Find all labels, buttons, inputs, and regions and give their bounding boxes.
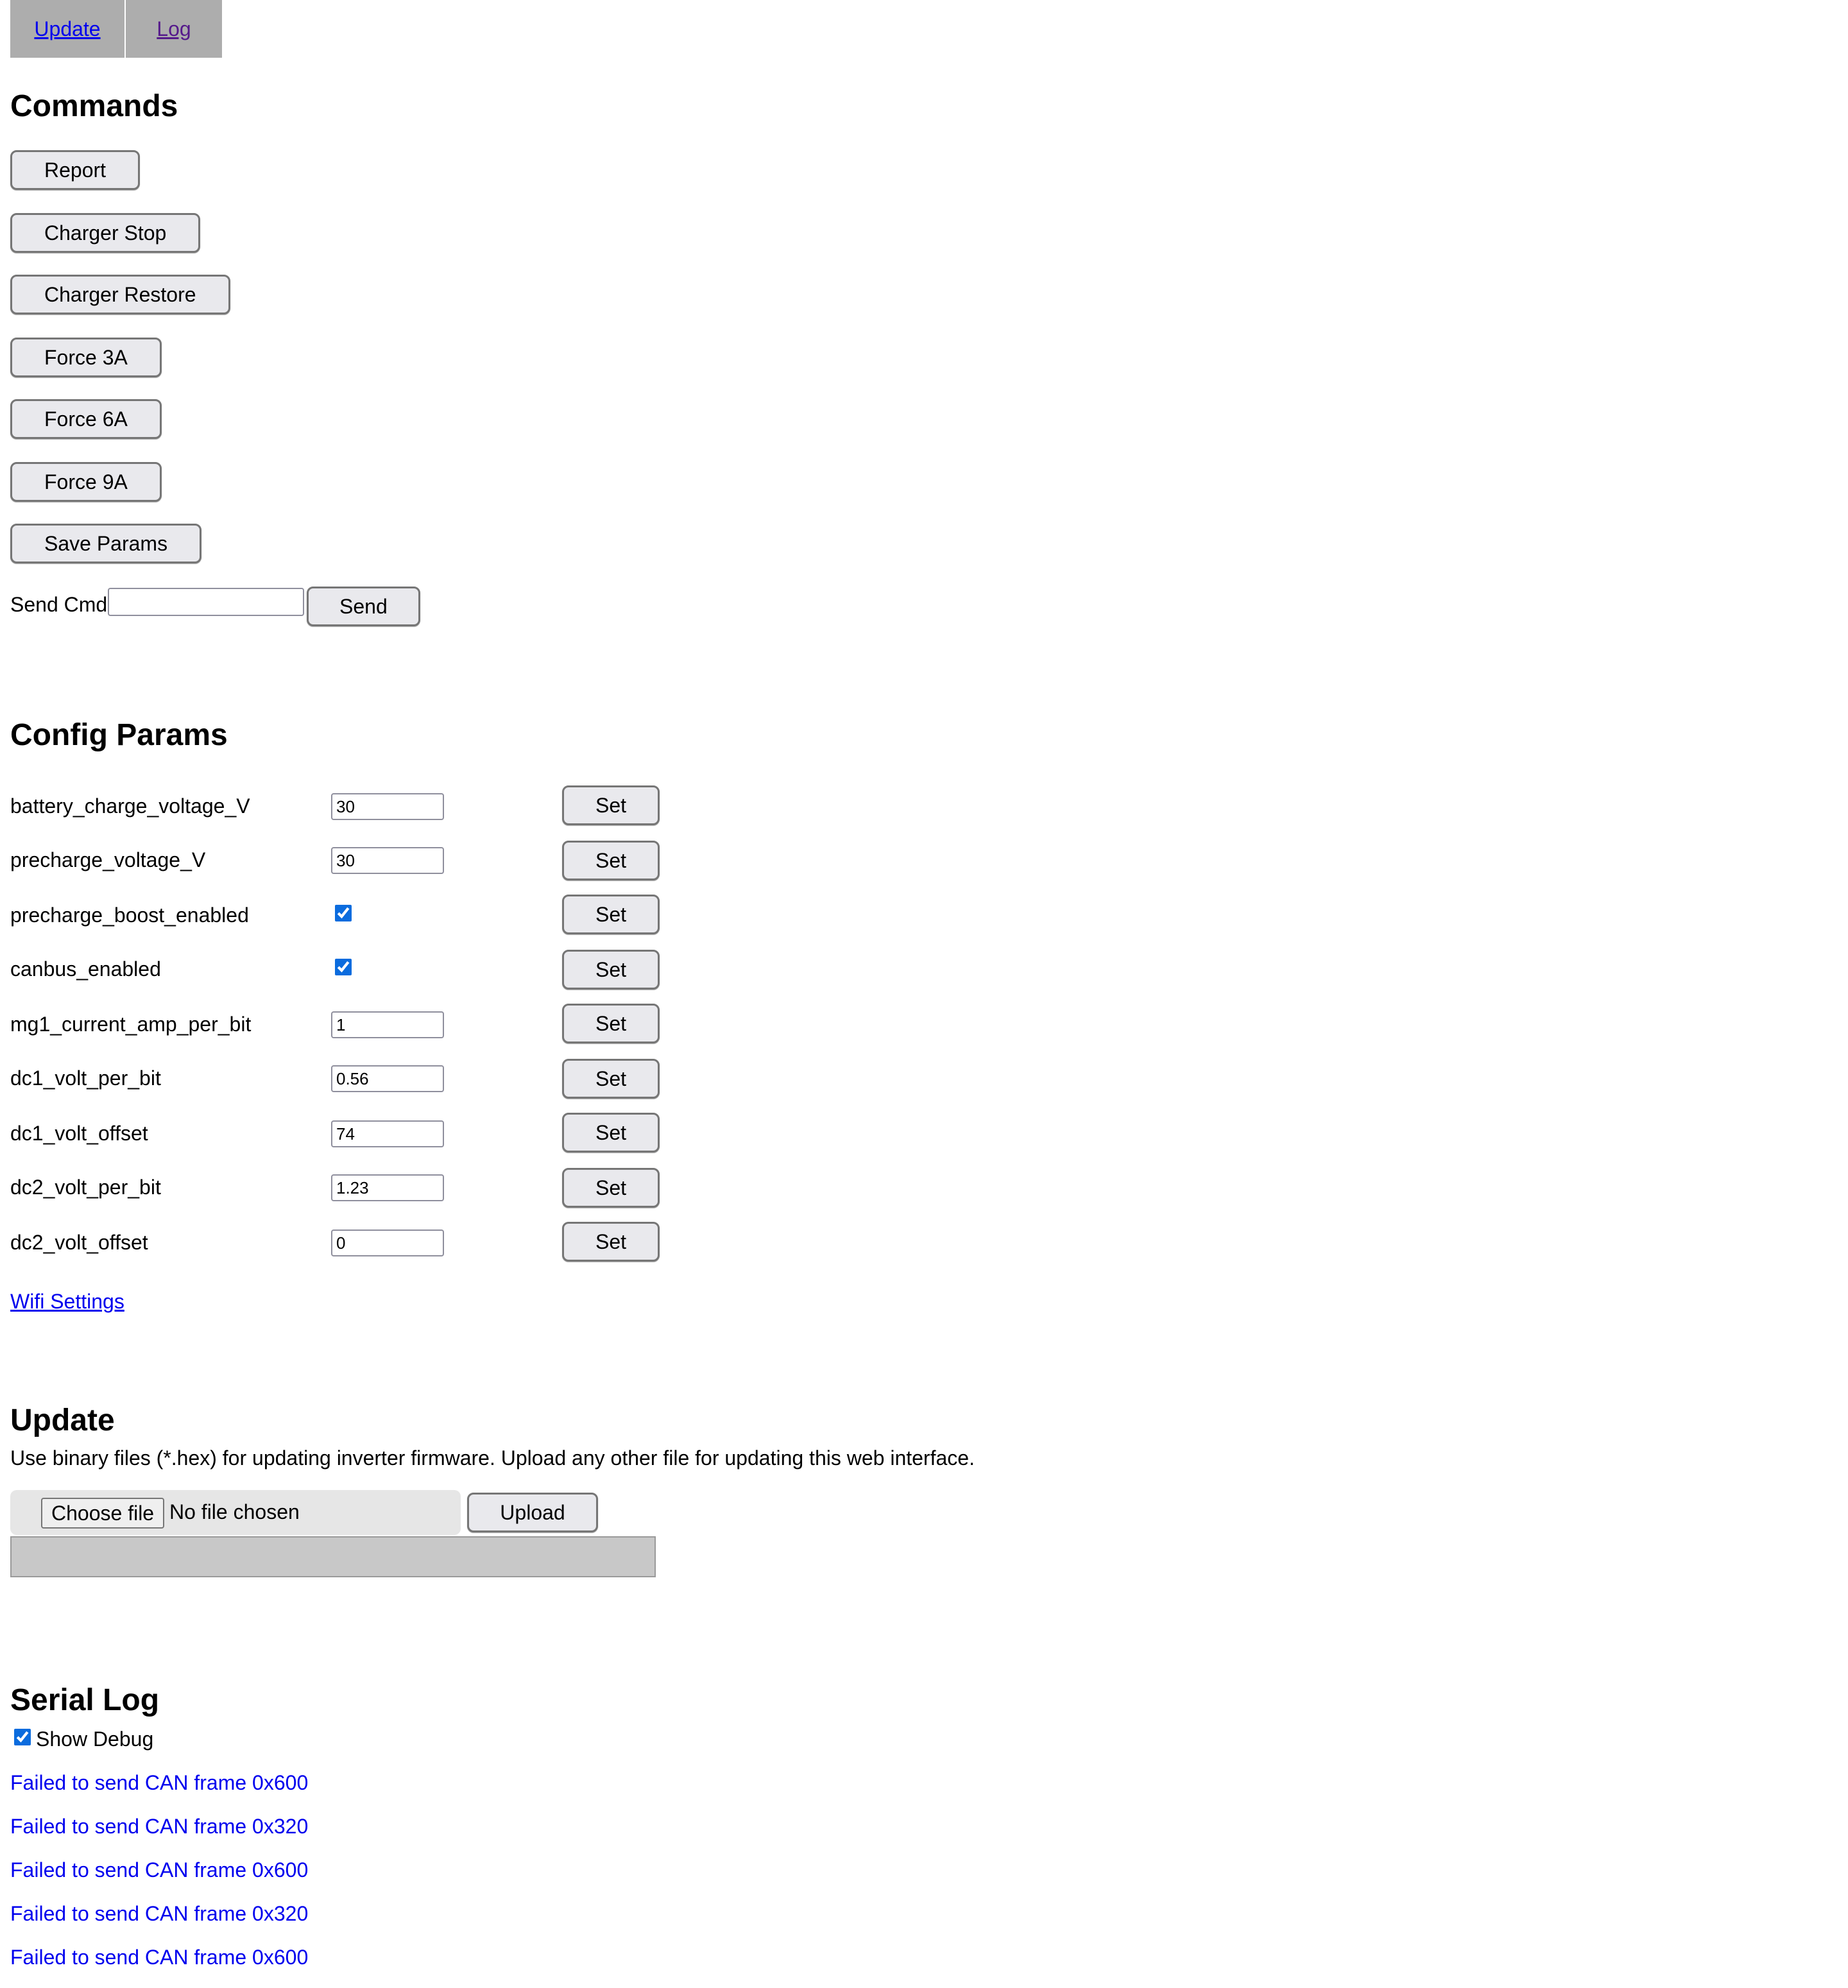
upload-progress-bar — [10, 1536, 656, 1577]
param-checkbox-precharge-boost-enabled[interactable] — [335, 905, 352, 921]
send-cmd-input[interactable] — [108, 588, 304, 616]
set-button-precharge-boost-enabled[interactable]: Set — [562, 895, 660, 934]
charger-restore-button[interactable]: Charger Restore — [10, 275, 230, 314]
log-line: Failed to send CAN frame 0x600 — [10, 1946, 309, 1969]
param-input-battery-charge-voltage[interactable] — [331, 793, 444, 820]
param-input-mg1-current-amp-per-bit[interactable] — [331, 1011, 444, 1038]
log-line: Failed to send CAN frame 0x320 — [10, 1902, 309, 1925]
param-label-mg1-current-amp-per-bit: mg1_current_amp_per_bit — [10, 1013, 252, 1036]
log-line: Failed to send CAN frame 0x600 — [10, 1771, 309, 1794]
set-button-mg1-current-amp-per-bit[interactable]: Set — [562, 1004, 660, 1043]
param-input-dc2-volt-offset[interactable] — [331, 1230, 444, 1256]
param-label-dc2-volt-per-bit: dc2_volt_per_bit — [10, 1176, 161, 1199]
serial-log-heading: Serial Log — [10, 1683, 160, 1717]
force-3a-button[interactable]: Force 3A — [10, 338, 162, 377]
param-label-precharge-boost-enabled: precharge_boost_enabled — [10, 904, 249, 927]
param-label-dc1-volt-offset: dc1_volt_offset — [10, 1122, 148, 1145]
config-params-heading: Config Params — [10, 718, 228, 752]
show-debug-checkbox[interactable] — [14, 1729, 31, 1745]
set-button-precharge-voltage[interactable]: Set — [562, 841, 660, 880]
param-label-dc2-volt-offset: dc2_volt_offset — [10, 1231, 148, 1254]
param-input-dc1-volt-per-bit[interactable] — [331, 1065, 444, 1092]
param-input-precharge-voltage[interactable] — [331, 847, 444, 874]
param-label-battery-charge-voltage: battery_charge_voltage_V — [10, 794, 250, 818]
param-label-dc1-volt-per-bit: dc1_volt_per_bit — [10, 1067, 161, 1090]
set-button-canbus-enabled[interactable]: Set — [562, 950, 660, 990]
param-input-dc1-volt-offset[interactable] — [331, 1120, 444, 1147]
save-params-button[interactable]: Save Params — [10, 524, 201, 563]
update-heading: Update — [10, 1403, 115, 1437]
log-line: Failed to send CAN frame 0x320 — [10, 1815, 309, 1838]
report-button[interactable]: Report — [10, 150, 140, 190]
wifi-settings-link[interactable]: Wifi Settings — [10, 1290, 124, 1313]
set-button-dc2-volt-offset[interactable]: Set — [562, 1222, 660, 1262]
log-line: Failed to send CAN frame 0x600 — [10, 1858, 309, 1881]
set-button-dc2-volt-per-bit[interactable]: Set — [562, 1168, 660, 1208]
force-6a-button[interactable]: Force 6A — [10, 399, 162, 439]
top-tab-bar — [10, 0, 222, 58]
set-button-battery-charge-voltage[interactable]: Set — [562, 785, 660, 825]
param-checkbox-canbus-enabled[interactable] — [335, 959, 352, 975]
file-input[interactable] — [10, 1490, 461, 1535]
set-button-dc1-volt-per-bit[interactable]: Set — [562, 1059, 660, 1099]
param-label-precharge-voltage: precharge_voltage_V — [10, 848, 206, 871]
tab-log[interactable]: Log — [126, 0, 222, 58]
param-label-canbus-enabled: canbus_enabled — [10, 957, 161, 981]
param-input-dc2-volt-per-bit[interactable] — [331, 1174, 444, 1201]
force-9a-button[interactable]: Force 9A — [10, 462, 162, 502]
commands-heading: Commands — [10, 89, 178, 123]
file-status: No file chosen — [169, 1500, 300, 1523]
upload-button[interactable]: Upload — [467, 1493, 598, 1532]
choose-file-button[interactable]: Choose file — [41, 1498, 164, 1529]
show-debug-label: Show Debug — [36, 1727, 154, 1751]
tab-update[interactable]: Update — [10, 0, 124, 58]
update-description: Use binary files (*.hex) for updating inverter firmware. Upload any other file for updating this web interface. — [10, 1446, 975, 1470]
set-button-dc1-volt-offset[interactable]: Set — [562, 1113, 660, 1153]
send-cmd-label: Send Cmd — [10, 593, 108, 616]
send-button[interactable]: Send — [307, 587, 420, 626]
charger-stop-button[interactable]: Charger Stop — [10, 213, 200, 253]
